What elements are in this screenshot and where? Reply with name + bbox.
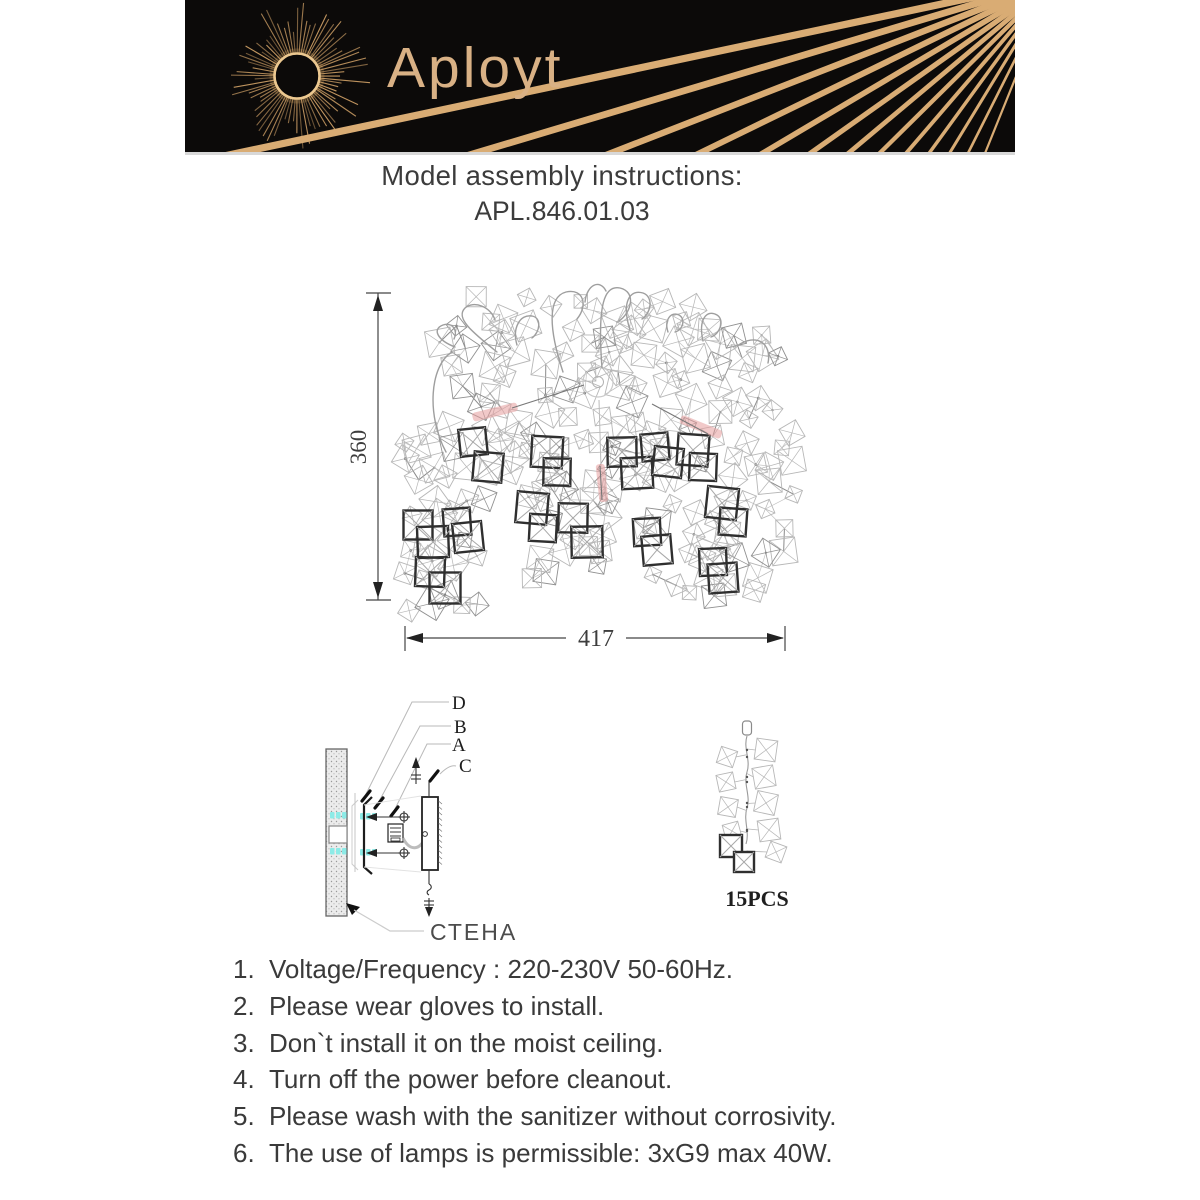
- instruction-number: 4.: [233, 1064, 255, 1095]
- instruction-text: Please wear gloves to install.: [269, 990, 605, 1021]
- plate-hatching: [439, 801, 443, 865]
- wall-label: СТЕНА: [430, 919, 518, 945]
- instruction-number: 2.: [233, 990, 255, 1021]
- instruction-number: 6.: [233, 1137, 255, 1168]
- instruction-item: [233, 988, 836, 1025]
- instruction-list: [233, 951, 836, 1172]
- instruction-number: 3.: [233, 1027, 255, 1058]
- technical-drawing: [0, 240, 1200, 960]
- instruction-text: Don`t install it on the moist ceiling.: [269, 1027, 664, 1058]
- banner-decoration: [185, 0, 1015, 152]
- title-block: [0, 160, 1124, 227]
- brand-banner: [185, 0, 1015, 155]
- instruction-text: The use of lamps is permissible: 3xG9 max 40W.: [269, 1137, 833, 1168]
- instruction-item: [233, 1061, 836, 1098]
- wall-outlet-box: [329, 826, 347, 843]
- terminal-block: [388, 824, 403, 842]
- pieces-count-label: 15PCS: [725, 886, 789, 911]
- mounting-screw-bottom: [366, 847, 410, 859]
- part-label-c: C: [459, 756, 472, 777]
- crystal-strand-15pcs: [716, 721, 789, 911]
- instruction-text: Please wash with the sanitizer without corrosivity.: [269, 1101, 837, 1132]
- instruction-text: Turn off the power before cleanout.: [269, 1064, 673, 1095]
- mounting-bracket: [364, 797, 372, 874]
- strand-crystals: [716, 738, 787, 872]
- bottom-screw: [424, 870, 434, 917]
- width-dimension: [405, 626, 785, 652]
- instruction-text: Voltage/Frequency : 220-230V 50-60Hz.: [269, 954, 733, 984]
- instruction-item: [233, 1025, 836, 1062]
- instruction-item: [233, 1098, 836, 1135]
- instruction-item: [233, 1135, 836, 1172]
- height-dimension: [346, 293, 391, 600]
- mounting-screw-top: [366, 811, 410, 823]
- instruction-number: 1.: [233, 954, 255, 984]
- part-label-a: A: [452, 735, 466, 756]
- width-dimension-label: 417: [578, 626, 614, 652]
- page-title: Model assembly instructions:: [381, 160, 743, 191]
- instruction-item: [233, 951, 836, 988]
- part-label-b: B: [454, 717, 467, 738]
- model-number: APL.846.01.03: [474, 196, 650, 226]
- height-dimension-label: 360: [346, 429, 371, 465]
- part-label-d: D: [452, 693, 466, 714]
- wall-mount-diagram: [326, 693, 517, 945]
- brand-logo-text: Aployt: [387, 36, 564, 100]
- instruction-number: 5.: [233, 1101, 255, 1132]
- top-screw: [411, 757, 429, 797]
